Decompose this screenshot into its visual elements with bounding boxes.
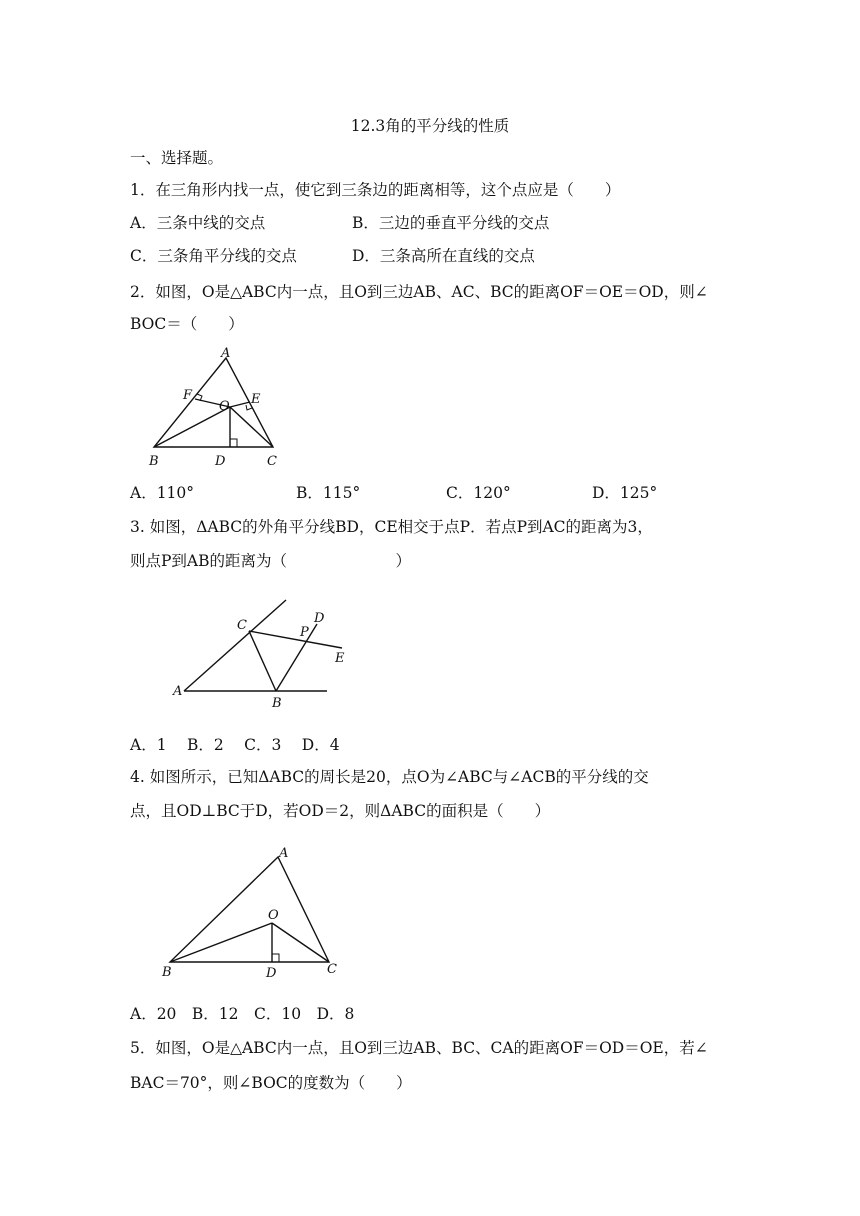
q2-label-f: F <box>183 388 193 403</box>
q1-stem: 1．在三角形内找一点，使它到三条边的距离相等，这个点应是（ ） <box>130 181 621 199</box>
q4-segment-bo <box>170 923 272 962</box>
q2-segment-co <box>230 407 273 447</box>
q1-option-d: D．三条高所在直线的交点 <box>352 247 535 265</box>
q1-option-a: A．三条中线的交点 <box>130 214 266 232</box>
q2-stem-line1: 2．如图，O是△ABC内一点，且O到三边AB、AC、BC的距离OF＝OE＝OD，则∠ <box>130 283 708 301</box>
q2-stem-line2: BOC＝（ ） <box>130 315 244 333</box>
q4-options: A．20 B．12 C．10 D．8 <box>130 1005 355 1023</box>
q2-label-d: D <box>215 454 226 469</box>
q3-stem-line1: 3. 如图，ΔABC的外角平分线BD，CE相交于点P．若点P到AC的距离为3， <box>130 518 653 536</box>
q4-label-b: B <box>162 965 172 980</box>
q4-label-o: O <box>268 908 279 923</box>
q3-line-ac-extended <box>184 600 286 691</box>
q2-option-a: A．110° <box>130 484 195 502</box>
q2-segment-oe <box>230 402 250 407</box>
q2-label-o: O <box>219 399 230 414</box>
q4-stem-line2: 点，且OD⊥BC于D，若OD＝2，则ΔABC的面积是（ ） <box>130 802 551 820</box>
q3-label-p: P <box>300 625 309 640</box>
q2-label-c: C <box>267 454 277 469</box>
q4-label-d: D <box>266 966 277 981</box>
q4-right-angle-d <box>272 954 279 962</box>
q2-option-d: D．125° <box>592 484 658 502</box>
q2-label-e: E <box>251 392 261 407</box>
q2-figure <box>140 342 300 472</box>
q3-label-c: C <box>237 618 247 633</box>
q4-stem-line1: 4. 如图所示，已知ΔABC的周长是20，点O为∠ABC与∠ACB的平分线的交 <box>130 768 649 786</box>
q2-option-c: C．120° <box>446 484 511 502</box>
q2-label-b: B <box>149 454 159 469</box>
q4-label-c: C <box>327 962 337 977</box>
q3-stem-line2: 则点P到AB的距离为（ ） <box>130 552 412 570</box>
q3-label-e: E <box>335 651 345 666</box>
q3-label-a: A <box>173 684 183 699</box>
q4-label-a: A <box>279 846 289 861</box>
q3-segment-bc <box>249 631 276 691</box>
q2-label-a: A <box>221 346 231 361</box>
section-heading: 一、选择题。 <box>130 149 224 167</box>
q3-options: A．1 B．2 C．3 D．4 <box>130 736 340 754</box>
q5-stem-line1: 5．如图，O是△ABC内一点，且O到三边AB、BC、CA的距离OF＝OD＝OE，若∠ <box>130 1039 708 1057</box>
q3-label-d: D <box>314 611 325 626</box>
q2-option-b: B．115° <box>296 484 361 502</box>
q3-figure <box>165 595 365 715</box>
q1-option-b: B．三边的垂直平分线的交点 <box>352 214 550 232</box>
page-title: 12.3角的平分线的性质 <box>350 117 510 135</box>
q3-line-bd <box>276 624 317 691</box>
q3-line-ce <box>249 631 342 648</box>
q4-figure <box>155 840 355 985</box>
q2-right-angle-d <box>230 439 237 447</box>
q5-stem-line2: BAC＝70°，则∠BOC的度数为（ ） <box>130 1074 412 1092</box>
q4-segment-co <box>272 923 329 962</box>
q3-label-b: B <box>272 696 282 711</box>
q1-option-c: C．三条角平分线的交点 <box>130 247 297 265</box>
